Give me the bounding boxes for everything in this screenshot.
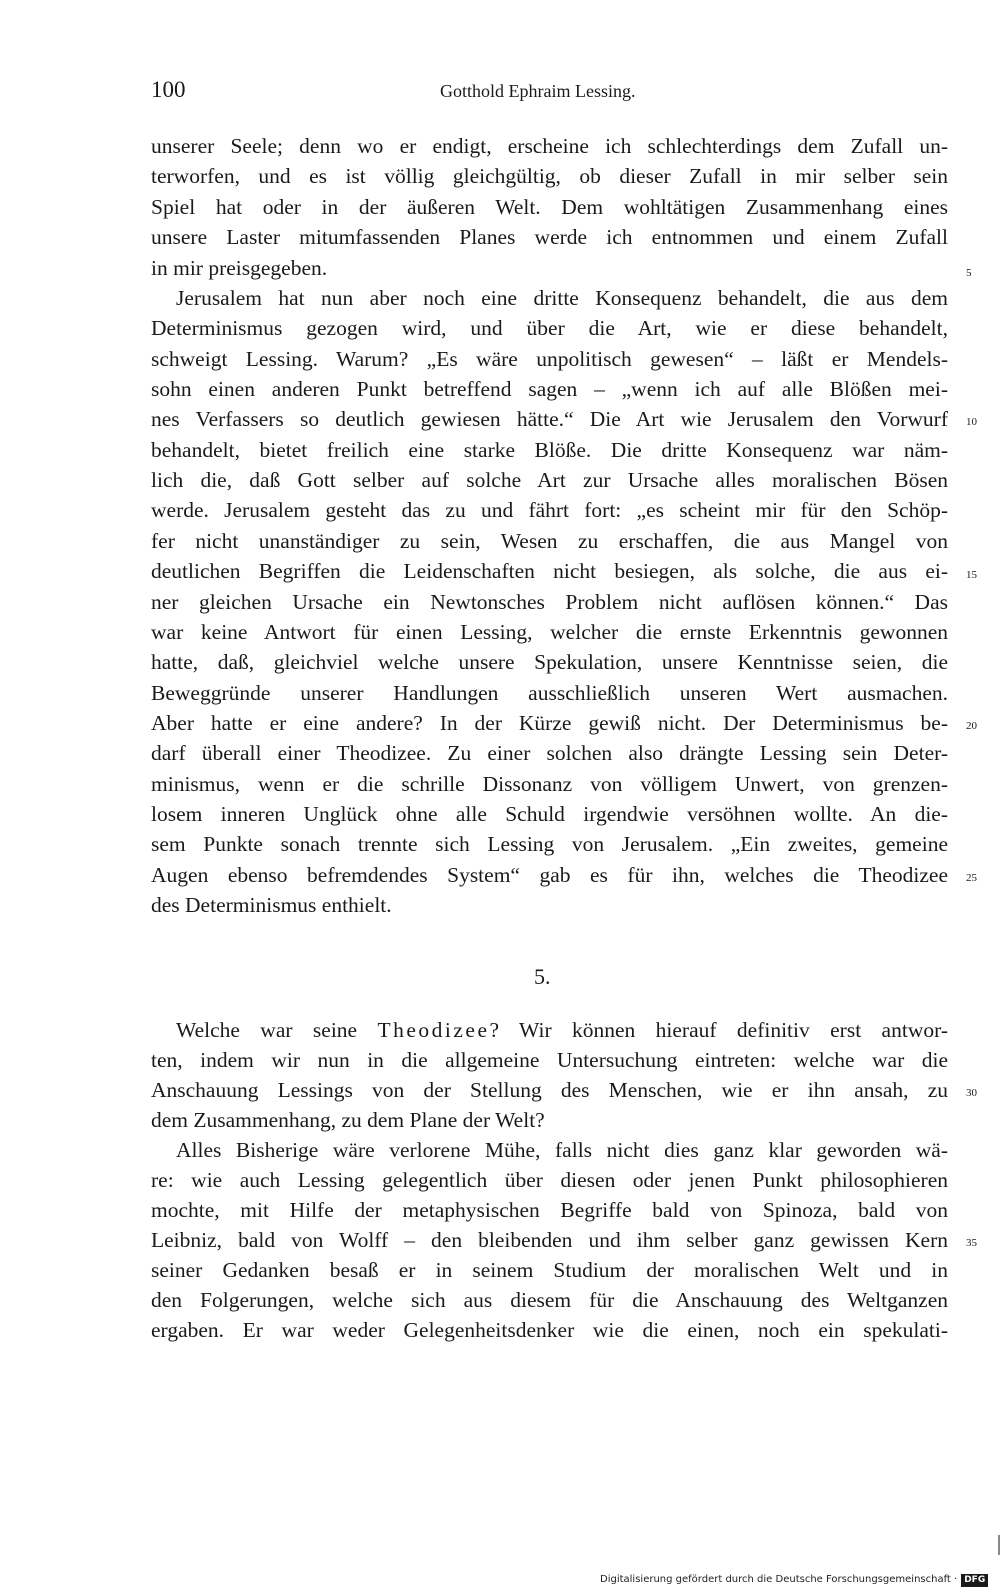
text-line: dem Zusammenhang, zu dem Plane der Welt? xyxy=(151,1108,545,1132)
running-head: Gotthold Ephraim Lessing. xyxy=(440,81,636,101)
funding-footer xyxy=(600,1573,988,1587)
text-line: Spiel hat oder in der äußeren Welt. Dem wohltätigen Zusammenhang eines xyxy=(151,195,948,219)
line-number: 5 xyxy=(966,267,972,279)
text-line: Beweggründe unserer Handlungen ausschließlich unseren Wert ausmachen. xyxy=(151,681,948,705)
line-number: 20 xyxy=(966,720,977,732)
text-line: terworfen, und es ist völlig gleichgültig, ob dieser Zufall in mir selber sein xyxy=(151,164,948,188)
line-number: 30 xyxy=(966,1087,977,1099)
text-line: Augen ebenso befremdendes System“ gab es für ihn, welches die Theodizee xyxy=(151,863,948,887)
text-line: Anschauung Lessings von der Stellung des Menschen, wie er ihn ansah, zu xyxy=(151,1078,948,1102)
text-line: deutlichen Begriffen die Leidenschaften nicht besiegen, als solche, die aus ei- xyxy=(151,559,948,583)
text-line: ergaben. Er war weder Gelegenheitsdenker wie die einen, noch ein spekulati- xyxy=(151,1318,948,1342)
line-number: 10 xyxy=(966,416,977,428)
text-line: Jerusalem hat nun aber noch eine dritte Konsequenz behandelt, die aus dem xyxy=(176,286,948,310)
section-number: 5. xyxy=(534,964,551,989)
text-line xyxy=(176,1015,948,1045)
text-run: ? Wir können hierauf definitiv erst antwor- xyxy=(489,1018,948,1042)
text-line: schweigt Lessing. Warum? „Es wäre unpolitisch gewesen“ – läßt er Mendels- xyxy=(151,347,948,371)
text-line: Determinismus gezogen wird, und über die Art, wie er diese behandelt, xyxy=(151,316,948,340)
text-line: ner gleichen Ursache ein Newtonsches Problem nicht auflösen können.“ Das xyxy=(151,590,948,614)
text-line: des Determinismus enthielt. xyxy=(151,893,392,917)
text-line: losem inneren Unglück ohne alle Schuld irgendwie versöhnen wollte. An die- xyxy=(151,802,948,826)
text-line: sem Punkte sonach trennte sich Lessing von Jerusalem. „Ein zweites, gemeine xyxy=(151,832,948,856)
text-line: re: wie auch Lessing gelegentlich über diesen oder jenen Punkt philosophieren xyxy=(151,1168,948,1192)
text-line: seiner Gedanken besaß er in seinem Studium der moralischen Welt und in xyxy=(151,1258,948,1282)
text-run: Welche war seine xyxy=(176,1018,378,1042)
emphasized-term: Theodizee xyxy=(377,1018,490,1042)
text-line: unserer Seele; denn wo er endigt, erscheine ich schlechterdings dem Zufall un- xyxy=(151,134,948,158)
page-number: 100 xyxy=(151,77,186,102)
text-line: lich die, daß Gott selber auf solche Art zur Ursache alles moralischen Bösen xyxy=(151,468,948,492)
line-number: 35 xyxy=(966,1237,977,1249)
text-line: mochte, mit Hilfe der metaphysischen Begriffe bald von Spinoza, bald von xyxy=(151,1198,948,1222)
text-line: unsere Laster mitumfassenden Planes werde ich entnommen und einem Zufall xyxy=(151,225,948,249)
text-line: minismus, wenn er die schrille Dissonanz von völligem Unwert, von grenzen- xyxy=(151,772,948,796)
text-line: behandelt, bietet freilich eine starke Blöße. Die dritte Konsequenz war näm- xyxy=(151,438,948,462)
text-line: ten, indem wir nun in die allgemeine Untersuchung eintreten: welche war die xyxy=(151,1048,948,1072)
footer-text: Digitalisierung gefördert durch die Deutsche Forschungsgemeinschaft · xyxy=(600,1574,958,1585)
text-line: darf überall einer Theodizee. Zu einer solchen also drängte Lessing sein Deter- xyxy=(151,741,948,765)
text-line: sohn einen anderen Punkt betreffend sagen – „wenn ich auf alle Blößen mei- xyxy=(151,377,948,401)
text-line: Alles Bisherige wäre verlorene Mühe, falls nicht dies ganz klar geworden wä- xyxy=(176,1138,948,1162)
text-line: in mir preisgegeben. xyxy=(151,256,328,280)
text-line: war keine Antwort für einen Lessing, welcher die ernste Erkenntnis gewonnen xyxy=(151,620,948,644)
text-line: nes Verfassers so deutlich gewiesen hätte.“ Die Art wie Jerusalem den Vorwurf xyxy=(151,407,948,431)
text-line: werde. Jerusalem gesteht das zu und fährt fort: „es scheint mir für den Schöp- xyxy=(151,498,948,522)
line-number: 15 xyxy=(966,569,977,581)
text-line: fer nicht unanständiger zu sein, Wesen zu erschaffen, die aus Mangel von xyxy=(151,529,948,553)
dfg-logo: DFG xyxy=(961,1574,988,1587)
text-line: Aber hatte er eine andere? In der Kürze gewiß nicht. Der Determinismus be- xyxy=(151,711,948,735)
text-line: Leibniz, bald von Wolff – den bleibenden und ihm selber ganz gewissen Kern xyxy=(151,1228,948,1252)
text-line: den Folgerungen, welche sich aus diesem für die Anschauung des Weltganzen xyxy=(151,1288,948,1312)
line-number: 25 xyxy=(966,872,977,884)
text-line: hatte, daß, gleichviel welche unsere Spekulation, unsere Kenntnisse seien, die xyxy=(151,650,948,674)
